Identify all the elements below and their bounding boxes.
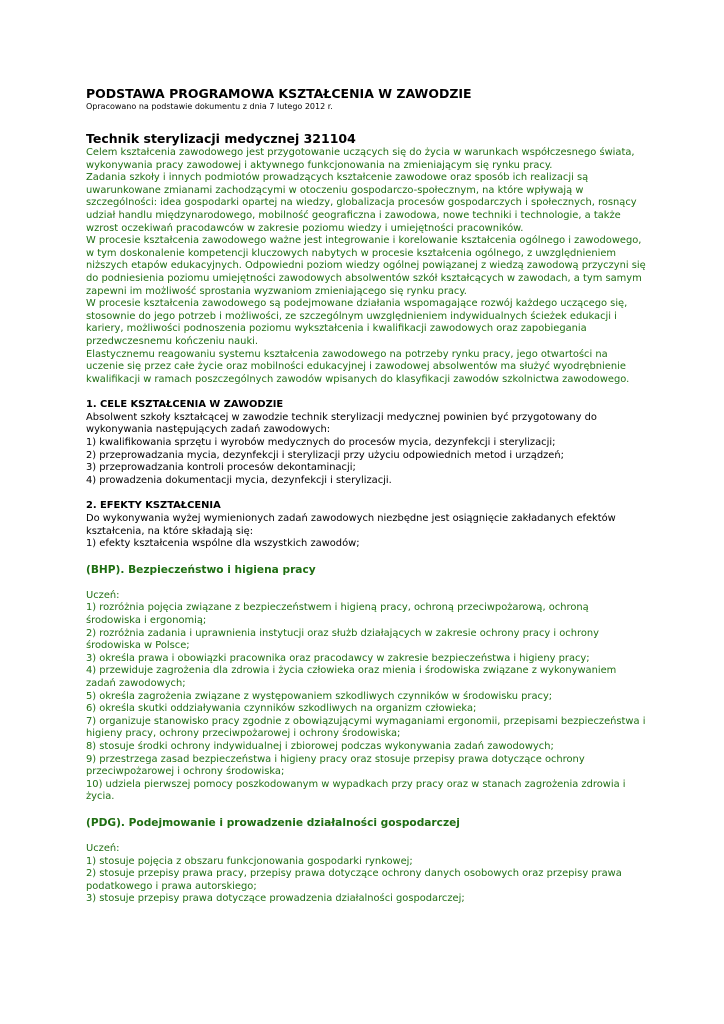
intro-paragraph: W procesie kształcenia zawodowego ważne jest integrowanie i korelowanie kształcenia ogólnego i zawodowego, w tym doskonalenie kompetencji kluczowych nabytych w procesie kształcenia ogólnego, z uwzględnieniem niższych etapów edukacyjnych. Odpowiedni poziom wiedzy ogólnej powiązanej z wiedzą zawodową przyczyni się do podniesienia poziomu umiejętności zawodowych absolwentów szkół kształcących w zawodach, a tym samym zapewni im możliwość sprostania wyzwaniom zmieniającego się rynku pracy. <box>86 235 646 297</box>
section-heading-effects: 2. EFEKTY KSZTAŁCENIA <box>86 500 221 512</box>
list-item: 4) prowadzenia dokumentacji mycia, dezynfekcji i sterylizacji. <box>86 474 392 486</box>
document-subtitle: Opracowano na podstawie dokumentu z dnia 7 lutego 2012 r. <box>86 102 333 111</box>
list-item: 1) efekty kształcenia wspólne dla wszystkich zawodów; <box>86 538 360 550</box>
task-list <box>86 437 646 487</box>
list-item: 6) określa skutki oddziaływania czynników szkodliwych na organizm człowieka; <box>86 703 477 715</box>
document-page <box>86 86 646 906</box>
list-item: 4) przewiduje zagrożenia dla zdrowia i życia człowieka oraz mienia i środowiska związane z wykonywaniem zadań zawodowych; <box>86 665 617 689</box>
subsection-heading-bhp: (BHP). Bezpieczeństwo i higiena pracy <box>86 563 316 576</box>
list-item: 7) organizuje stanowisko pracy zgodnie z obowiązującymi wymaganiami ergonomii, przepisami bezpieczeństwa i higieny pracy, ochrony przeciwpożarowej i ochrony środowiska; <box>86 715 646 740</box>
student-label: Uczeń: <box>86 589 120 601</box>
bhp-list <box>86 602 646 804</box>
list-item: 2) rozróżnia zadania i uprawnienia instytucji oraz służb działających w zakresie ochrony pracy i ochrony środowiska w Polsce; <box>86 627 599 652</box>
list-item: 3) przeprowadzania kontroli procesów dekontaminacji; <box>86 462 356 474</box>
profession-title: Technik sterylizacji medycznej 321104 <box>86 131 356 146</box>
list-item: 2) przeprowadzania mycia, dezynfekcji i sterylizacji przy użyciu odpowiednich metod i urządzeń; <box>86 449 564 461</box>
list-item: 1) rozróżnia pojęcia związane z bezpieczeństwem i higieną pracy, ochroną przeciwpożarową, ochroną środowiska i ergonomią; <box>86 602 589 626</box>
list-item: 8) stosuje środki ochrony indywidualnej i zbiorowej podczas wykonywania zadań zawodowych; <box>86 740 554 752</box>
section-lead: Do wykonywania wyżej wymienionych zadań zawodowych niezbędne jest osiągnięcie zakładanych efektów kształcenia, na które składają się: <box>86 513 616 537</box>
subsection-heading-pdg: (PDG). Podejmowanie i prowadzenie działalności gospodarczej <box>86 816 460 829</box>
list-item: 3) określa prawa i obowiązki pracownika oraz pracodawcy w zakresie bezpieczeństwa i higieny pracy; <box>86 652 590 664</box>
student-label: Uczeń: <box>86 842 120 854</box>
intro-paragraph: Elastycznemu reagowaniu systemu kształcenia zawodowego na potrzeby rynku pracy, jego otwartości na uczenie się przez całe życie oraz mobilności edukacyjnej i zawodowej absolwentów ma służyć wyodrębnienie kwalifikacji w ramach poszczególnych zawodów wpisanych do klasyfikacji zawodów szkolnictwa zawodowego. <box>86 348 630 385</box>
list-item: 10) udziela pierwszej pomocy poszkodowanym w wypadkach przy pracy oraz w stanach zagrożenia zdrowia i życia. <box>86 778 626 803</box>
pdg-list <box>86 856 646 906</box>
list-item: 3) stosuje przepisy prawa dotyczące prowadzenia działalności gospodarczej; <box>86 893 465 905</box>
document-title: PODSTAWA PROGRAMOWA KSZTAŁCENIA W ZAWODZIE <box>86 86 472 101</box>
list-item: 2) stosuje przepisy prawa pracy, przepisy prawa dotyczące ochrony danych osobowych oraz przepisy prawa podatkowego i prawa autorskiego; <box>86 868 622 892</box>
list-item: 1) kwalifikowania sprzętu i wyrobów medycznych do procesów mycia, dezynfekcji i sterylizacji; <box>86 437 556 449</box>
section-lead: Absolwent szkoły kształcącej w zawodzie technik sterylizacji medycznej powinien być przygotowany do wykonywania następujących zadań zawodowych: <box>86 411 597 436</box>
list-item: 1) stosuje pojęcia z obszaru funkcjonowania gospodarki rynkowej; <box>86 855 413 867</box>
intro-block <box>86 147 646 386</box>
section-heading-goals: 1. CELE KSZTAŁCENIA W ZAWODZIE <box>86 399 284 411</box>
intro-paragraph: W procesie kształcenia zawodowego są podejmowane działania wspomagające rozwój każdego uczącego się, stosownie do jego potrzeb i możliwości, ze szczególnym uwzględnieniem indywidualnych ścieżek edukacji i kariery, możliwości podnoszenia poziomu wykształcenia i kwalifikacji zawodowych oraz zapobiegania przedwczesnemu kończeniu nauki. <box>86 298 628 347</box>
list-item: 9) przestrzega zasad bezpieczeństwa i higieny pracy oraz stosuje przepisy prawa dotyczące ochrony przeciwpożarowej i ochrony środowiska; <box>86 753 585 778</box>
intro-paragraph: Celem kształcenia zawodowego jest przygotowanie uczących się do życia w warunkach współczesnego świata, wykonywania pracy zawodowej i aktywnego funkcjonowania na zmieniającym się rynku pracy. <box>86 147 635 171</box>
intro-paragraph: Zadania szkoły i innych podmiotów prowadzących kształcenie zawodowe oraz sposób ich realizacji są uwarunkowane zmianami zachodzącymi w otoczeniu gospodarczo-społecznym, na które wpływają w szczególności: idea gospodarki opartej na wiedzy, globalizacja procesów gospodarczych i społecznych, rosnący udział handlu międzynarodowego, mobilność geograficzna i zawodowa, nowe techniki i technologie, a także wzrost oczekiwań pracodawców w zakresie poziomu wiedzy i umiejętności pracowników. <box>86 172 637 234</box>
list-item: 5) określa zagrożenia związane z występowaniem szkodliwych czynników w środowisku pracy; <box>86 690 553 702</box>
